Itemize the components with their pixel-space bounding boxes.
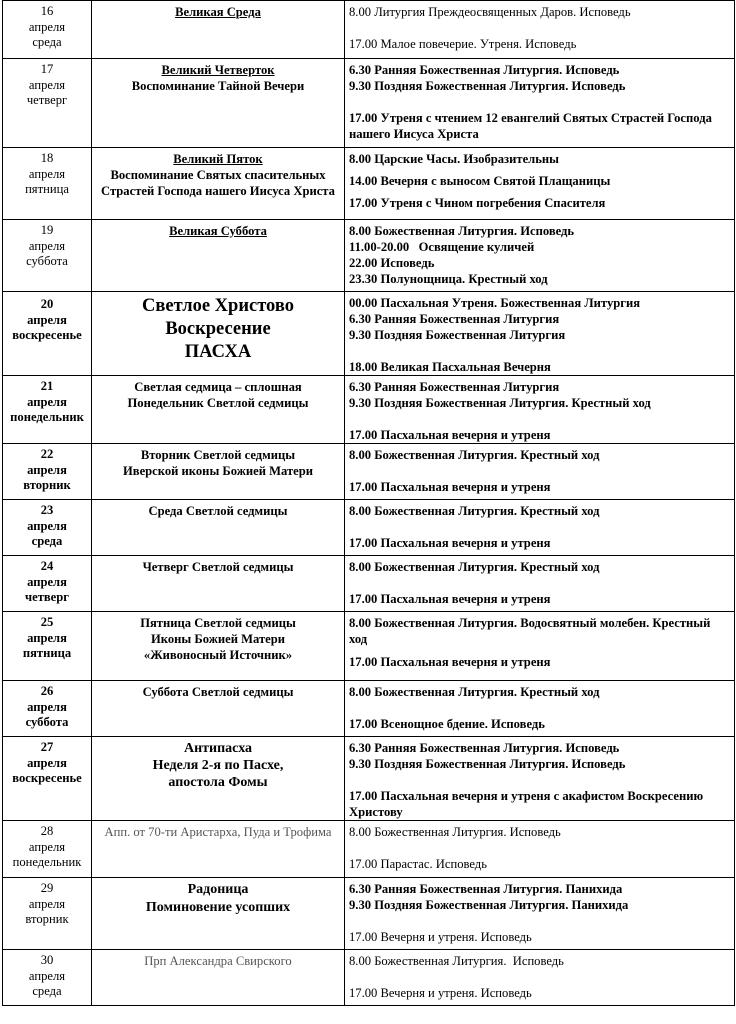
feast-title: Прп Александра Свирского: [144, 954, 292, 968]
service-gap: [349, 772, 730, 788]
month-label: апреля: [28, 968, 66, 983]
table-row: [3, 612, 735, 681]
service-gap: [349, 20, 730, 36]
feast-cell: [92, 1, 345, 59]
feast-title: Великая Среда: [175, 5, 261, 19]
service-gap: [349, 700, 730, 716]
month-label: апреля: [28, 166, 66, 181]
feast-title: ПАСХА: [184, 342, 252, 362]
services-cell: [345, 612, 735, 681]
weekday-label: среда: [32, 984, 62, 998]
feast-title: Пятница Светлой седмицы: [140, 616, 296, 630]
feast-title: Великий Четверток: [161, 63, 275, 77]
service-item: 6.30 Ранняя Божественная Литургия. Исповедь: [349, 63, 620, 77]
date-cell: [3, 500, 92, 556]
schedule-table: [2, 0, 735, 1006]
service-item: 9.30 Поздняя Божественная Литургия. Панихида: [349, 898, 629, 912]
date-cell: [3, 950, 92, 1006]
service-item: 00.00 Пасхальная Утреня. Божественная Литургия: [349, 296, 641, 310]
feast-title: Великий Пяток: [173, 152, 263, 166]
date-cell: [3, 821, 92, 878]
feast-cell: [92, 556, 345, 612]
day-number: 19: [40, 223, 54, 237]
feast-title: Апп. от 70-ти Аристарха, Пуда и Трофима: [104, 825, 332, 839]
feast-title: Светлое Христово: [142, 296, 294, 316]
service-item: 8.00 Литургия Преждеосвященных Даров. Исповедь: [349, 5, 631, 19]
day-number: 25: [40, 615, 54, 629]
table-row: [3, 681, 735, 737]
date-cell: [3, 148, 92, 220]
feast-cell: [92, 444, 345, 500]
feast-subtitle: Понедельник Светлой седмицы: [127, 396, 309, 410]
day-number: 17: [40, 62, 54, 76]
month-label: апреля: [27, 462, 67, 477]
date-cell: [3, 681, 92, 737]
services-cell: [345, 821, 735, 878]
feast-subtitle: Неделя 2-я по Пасхе,: [152, 758, 284, 773]
feast-cell: [92, 59, 345, 148]
service-item: 8.00 Божественная Литургия. Крестный ход: [349, 685, 600, 699]
table-row: [3, 821, 735, 878]
services-cell: [345, 376, 735, 444]
service-item: 8.00 Божественная Литургия. Крестный ход: [349, 560, 600, 574]
day-number: 18: [40, 151, 54, 165]
date-cell: [3, 59, 92, 148]
month-label: апреля: [27, 574, 67, 589]
table-row: [3, 737, 735, 821]
month-label: апреля: [27, 312, 67, 327]
weekday-label: воскресенье: [12, 328, 82, 342]
service-item: 17.00 Пасхальная вечерня и утреня: [349, 480, 551, 494]
feast-title: Радоница: [187, 882, 249, 897]
date-cell: [3, 1, 92, 59]
weekday-label: суббота: [25, 715, 69, 729]
service-gap: [349, 840, 730, 856]
service-item: 8.00 Божественная Литургия. Исповедь: [349, 954, 564, 968]
weekday-label: среда: [32, 35, 62, 49]
service-gap: [349, 575, 730, 591]
service-gap: [349, 519, 730, 535]
feast-cell: [92, 220, 345, 292]
weekday-label: пятница: [22, 646, 72, 660]
date-cell: [3, 444, 92, 500]
service-item: 8.00 Божественная Литургия. Крестный ход: [349, 448, 600, 462]
date-cell: [3, 292, 92, 376]
services-cell: [345, 220, 735, 292]
service-item: 17.00 Пасхальная вечерня и утреня: [349, 655, 551, 669]
feast-cell: [92, 376, 345, 444]
services-cell: [345, 681, 735, 737]
service-item: 17.00 Пасхальная вечерня и утреня: [349, 592, 551, 606]
table-row: [3, 878, 735, 950]
date-cell: [3, 737, 92, 821]
day-number: 20: [40, 297, 54, 311]
services-cell: [345, 59, 735, 148]
table-row: [3, 376, 735, 444]
services-cell: [345, 950, 735, 1006]
service-item: 14.00 Вечерня с выносом Святой Плащаницы: [349, 174, 611, 188]
service-item: 17.00 Пасхальная вечерня и утреня с акафистом Воскресению Христову: [349, 789, 704, 819]
month-label: апреля: [28, 77, 66, 92]
service-gap: [349, 913, 730, 929]
service-item: 11.00-20.00 Освящение куличей: [349, 240, 535, 254]
date-cell: [3, 556, 92, 612]
weekday-label: среда: [31, 534, 63, 548]
service-gap: [349, 343, 730, 359]
weekday-label: четверг: [26, 93, 68, 107]
services-cell: [345, 148, 735, 220]
services-cell: [345, 444, 735, 500]
service-gap: [349, 411, 730, 427]
feast-title: Великая Суббота: [169, 224, 267, 238]
feast-cell: [92, 878, 345, 950]
table-row: [3, 220, 735, 292]
feast-title: Среда Светлой седмицы: [148, 504, 288, 518]
service-item: 17.00 Вечерня и утреня. Исповедь: [349, 986, 532, 1000]
day-number: 29: [40, 881, 54, 895]
table-row: [3, 1, 735, 59]
date-cell: [3, 376, 92, 444]
service-item: 6.30 Ранняя Божественная Литургия. Панихида: [349, 882, 623, 896]
table-row: [3, 444, 735, 500]
service-item: 17.00 Утреня с чтением 12 евангелий Святых Страстей Господа нашего Иисуса Христа: [349, 111, 712, 141]
day-number: 28: [40, 824, 54, 838]
service-item: 17.00 Утреня с Чином погребения Спасителя: [349, 196, 606, 210]
weekday-label: понедельник: [12, 855, 82, 869]
day-number: 22: [40, 447, 54, 461]
feast-cell: [92, 148, 345, 220]
weekday-label: вторник: [25, 912, 69, 926]
feast-cell: [92, 292, 345, 376]
day-number: 21: [40, 379, 54, 393]
month-label: апреля: [28, 238, 66, 253]
feast-cell: [92, 612, 345, 681]
service-item: 17.00 Пасхальная вечерня и утреня: [349, 428, 551, 442]
weekday-label: суббота: [26, 254, 68, 268]
day-number: 30: [40, 953, 54, 967]
feast-subtitle: апостола Фомы: [168, 775, 268, 790]
service-item: 6.30 Ранняя Божественная Литургия: [349, 312, 560, 326]
service-gap: [349, 969, 730, 985]
weekday-label: пятница: [25, 182, 69, 196]
services-cell: [345, 878, 735, 950]
table-row: [3, 950, 735, 1006]
service-item: 17.00 Малое повечерие. Утреня. Исповедь: [349, 37, 577, 51]
month-label: апреля: [27, 394, 67, 409]
weekday-label: воскресенье: [12, 771, 82, 785]
date-cell: [3, 220, 92, 292]
service-item: 17.00 Пасхальная вечерня и утреня: [349, 536, 551, 550]
service-item: 17.00 Всенощное бдение. Исповедь: [349, 717, 545, 731]
service-item: 18.00 Великая Пасхальная Вечерня: [349, 360, 551, 374]
service-item: 22.00 Исповедь: [349, 256, 435, 270]
date-cell: [3, 612, 92, 681]
feast-subtitle: Иконы Божией Матери: [150, 632, 285, 646]
service-item: 9.30 Поздняя Божественная Литургия. Крестный ход: [349, 396, 651, 410]
feast-subtitle: Воспоминание Тайной Вечери: [131, 79, 305, 93]
weekday-label: четверг: [25, 590, 69, 604]
schedule-body: [3, 1, 735, 1006]
feast-subtitle: «Живоносный Источник»: [143, 648, 293, 662]
weekday-label: вторник: [23, 478, 71, 492]
month-label: апреля: [27, 699, 67, 714]
services-cell: [345, 500, 735, 556]
feast-cell: [92, 950, 345, 1006]
service-item: 9.30 Поздняя Божественная Литургия. Исповедь: [349, 79, 626, 93]
service-item: 9.30 Поздняя Божественная Литургия. Исповедь: [349, 757, 626, 771]
service-item: 8.00 Божественная Литургия. Водосвятный молебен. Крестный ход: [349, 616, 711, 646]
month-label: апреля: [28, 896, 66, 911]
services-cell: [345, 292, 735, 376]
feast-title: Антипасха: [183, 741, 253, 756]
day-number: 16: [40, 4, 54, 18]
month-label: апреля: [27, 630, 67, 645]
service-item: 8.00 Божественная Литургия. Исповедь: [349, 825, 561, 839]
services-cell: [345, 737, 735, 821]
table-row: [3, 148, 735, 220]
service-gap: [349, 463, 730, 479]
service-item: 8.00 Царские Часы. Изобразительны: [349, 152, 559, 166]
service-item: 6.30 Ранняя Божественная Литургия: [349, 380, 560, 394]
feast-title: Светлая седмица – сплошная: [134, 380, 302, 394]
month-label: апреля: [27, 755, 67, 770]
feast-cell: [92, 681, 345, 737]
month-label: апреля: [28, 19, 66, 34]
services-cell: [345, 1, 735, 59]
month-label: апреля: [28, 839, 66, 854]
feast-title: Воскресение: [165, 319, 271, 339]
service-item: 17.00 Парастас. Исповедь: [349, 857, 487, 871]
service-gap: [349, 94, 730, 110]
feast-subtitle: Поминовение усопших: [145, 900, 291, 915]
table-row: [3, 292, 735, 376]
feast-cell: [92, 500, 345, 556]
date-cell: [3, 878, 92, 950]
table-row: [3, 59, 735, 148]
feast-title: Четверг Светлой седмицы: [142, 560, 294, 574]
day-number: 24: [40, 559, 54, 573]
service-gap: [349, 647, 730, 654]
service-item: 23.30 Полунощница. Крестный ход: [349, 272, 548, 286]
feast-cell: [92, 821, 345, 878]
month-label: апреля: [27, 518, 67, 533]
service-item: 8.00 Божественная Литургия. Крестный ход: [349, 504, 600, 518]
day-number: 26: [40, 684, 54, 698]
feast-subtitle: Воспоминание Святых спасительных Страстей Господа нашего Иисуса Христа: [101, 168, 335, 198]
weekday-label: понедельник: [10, 410, 84, 424]
service-item: 17.00 Вечерня и утреня. Исповедь: [349, 930, 532, 944]
day-number: 27: [40, 740, 54, 754]
feast-subtitle: Иверской иконы Божией Матери: [122, 464, 314, 478]
table-row: [3, 500, 735, 556]
feast-title: Суббота Светлой седмицы: [142, 685, 294, 699]
feast-cell: [92, 737, 345, 821]
services-cell: [345, 556, 735, 612]
day-number: 23: [40, 503, 54, 517]
service-item: 8.00 Божественная Литургия. Исповедь: [349, 224, 575, 238]
feast-title: Вторник Светлой седмицы: [140, 448, 296, 462]
service-item: 9.30 Поздняя Божественная Литургия: [349, 328, 566, 342]
table-row: [3, 556, 735, 612]
service-item: 6.30 Ранняя Божественная Литургия. Исповедь: [349, 741, 620, 755]
